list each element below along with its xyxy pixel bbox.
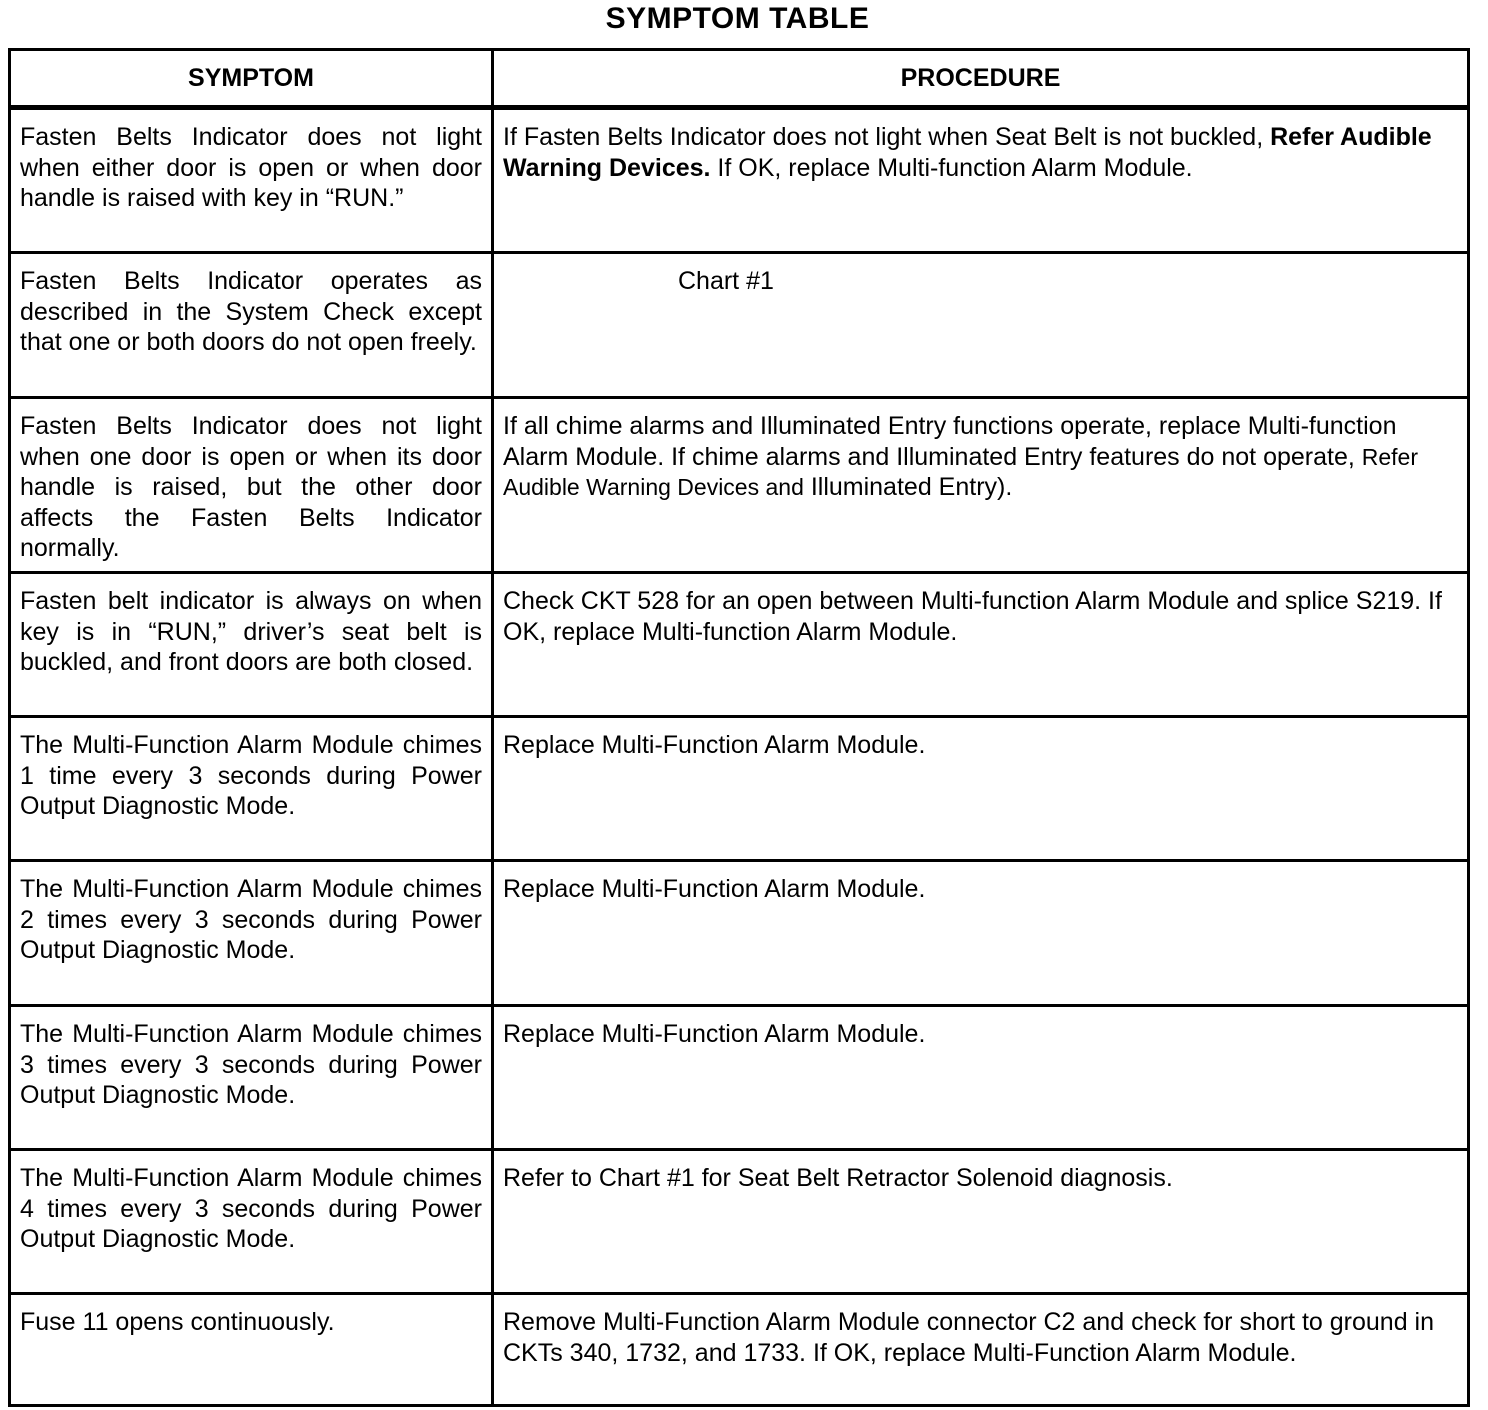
table-row — [10, 398, 1469, 573]
chart-reference: Chart #1 — [678, 267, 774, 295]
procedure-cell: Check CKT 528 for an open between Multi-function Alarm Module and splice S219. If OK, replace Multi-function Alarm Module. — [493, 573, 1469, 717]
table-row — [10, 108, 1469, 253]
symptom-cell: The Multi-Function Alarm Module chimes 3 times every 3 seconds during Power Output Diagnostic Mode. — [10, 1006, 493, 1150]
procedure-text: If Fasten Belts Indicator does not light when Seat Belt is not buckled, — [503, 123, 1271, 151]
symptom-cell: Fasten Belts Indicator does not light when either door is open or when door handle is raised with key in “RUN.” — [10, 108, 493, 253]
symptom-cell: The Multi-Function Alarm Module chimes 4 times every 3 seconds during Power Output Diagnostic Mode. — [10, 1150, 493, 1294]
table-row — [10, 861, 1469, 1006]
procedure-cell: Remove Multi-Function Alarm Module connector C2 and check for short to ground in CKTs 340, 1732, and 1733. If OK, replace Multi-Function Alarm Module. — [493, 1294, 1469, 1406]
symptom-cell: Fuse 11 opens continuously. — [10, 1294, 493, 1406]
procedure-text: If all chime alarms and Illuminated Entry functions operate, replace Multi-function Alarm Module. If chime alarms and Illuminated Entry features do not operate, — [503, 412, 1397, 471]
procedure-text: Illuminated Entry). — [803, 473, 1013, 501]
header-row — [10, 50, 1469, 108]
table-row — [10, 1150, 1469, 1294]
procedure-cell: Replace Multi-Function Alarm Module. — [493, 861, 1469, 1006]
procedure-cell: Replace Multi-Function Alarm Module. — [493, 717, 1469, 861]
table-row — [10, 573, 1469, 717]
procedure-text: If OK, replace Multi-function Alarm Module. — [710, 153, 1193, 182]
procedure-reference: Refer Audible Warning Devices and — [503, 443, 1419, 500]
table-row — [10, 253, 1469, 398]
symptom-cell: Fasten belt indicator is always on when key is in “RUN,” driver’s seat belt is buckled, and front doors are both closed. — [10, 573, 493, 717]
symptom-cell: The Multi-Function Alarm Module chimes 1 time every 3 seconds during Power Output Diagnostic Mode. — [10, 717, 493, 861]
procedure-cell — [493, 253, 1469, 398]
symptom-cell: Fasten Belts Indicator operates as described in the System Check except that one or both doors do not open freely. — [10, 253, 493, 398]
procedure-cell — [493, 108, 1469, 253]
column-header-procedure: PROCEDURE — [493, 50, 1469, 108]
symptom-cell: Fasten Belts Indicator does not light when one door is open or when its door handle is raised, but the other door affects the Fasten Belts Indicator normally. — [10, 398, 493, 573]
table-row — [10, 1006, 1469, 1150]
symptom-cell: The Multi-Function Alarm Module chimes 2 times every 3 seconds during Power Output Diagnostic Mode. — [10, 861, 493, 1006]
procedure-reference: Refer Audible Warning Devices. — [503, 123, 1432, 182]
symptom-table — [8, 48, 1470, 1407]
page-title: SYMPTOM TABLE — [605, 2, 870, 35]
column-header-symptom: SYMPTOM — [10, 50, 493, 108]
table-row — [10, 1294, 1469, 1406]
table-row — [10, 717, 1469, 861]
procedure-cell — [493, 398, 1469, 573]
procedure-cell: Refer to Chart #1 for Seat Belt Retractor Solenoid diagnosis. — [493, 1150, 1469, 1294]
procedure-cell: Replace Multi-Function Alarm Module. — [493, 1006, 1469, 1150]
